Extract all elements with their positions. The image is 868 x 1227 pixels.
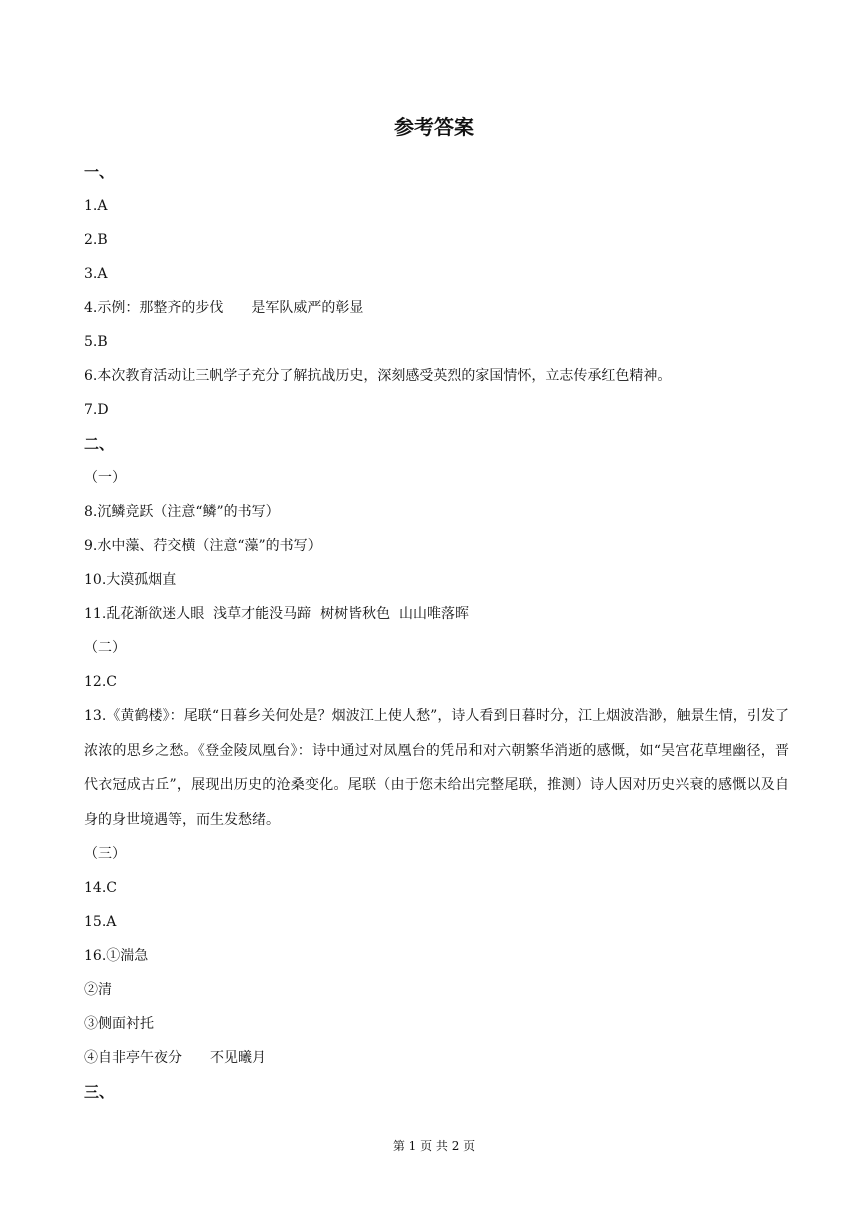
answer-4: 4.示例：那整齐的步伐 是军队威严的彰显 xyxy=(84,300,364,316)
answer-12: 12.C xyxy=(84,674,117,690)
answer-5: 5.B xyxy=(84,334,108,350)
answer-15: 15.A xyxy=(84,914,117,930)
section-heading-3: 三、 xyxy=(84,1083,115,1101)
answer-7: 7.D xyxy=(84,402,109,418)
answer-6: 6.本次教育活动让三帆学子充分了解抗战历史，深刻感受英烈的家国情怀，立志传承红色精神。 xyxy=(84,368,672,384)
section-heading-1: 一、 xyxy=(84,163,115,181)
subsection-label-3: （三） xyxy=(84,846,126,862)
answer-8: 8.沉鳞竞跃（注意“鳞”的书写） xyxy=(84,504,280,520)
answer-16-part-3: ③侧面衬托 xyxy=(84,1016,154,1032)
answer-9: 9.水中藻、荇交横（注意“藻”的书写） xyxy=(84,538,322,554)
answer-16-part-4: ④自非亭午夜分 不见曦月 xyxy=(84,1050,266,1066)
answer-1: 1.A xyxy=(84,198,108,214)
section-heading-2: 二、 xyxy=(84,435,115,453)
page-title: 参考答案 xyxy=(394,115,474,139)
answer-13: 13.《黄鹤楼》：尾联“日暮乡关何处是？烟波江上使人愁”，诗人看到日暮时分，江上烟波浩渺，触景生情，引发了浓浓的思乡之愁。《登金陵凤凰台》：诗中通过对凤凰台的凭吊和对六朝繁华消逝的感慨，如“吴宫花草埋幽径，晋代衣冠成古丘”，展现出历史的沧桑变化。尾联（由于您未给出完整尾联，推测）诗人因对历史兴衰的感慨以及自身的身世境遇等，而生发愁绪。 xyxy=(84,708,789,828)
answer-16-part-1: 16.①湍急 xyxy=(84,948,149,964)
answer-14: 14.C xyxy=(84,880,117,896)
answer-11: 11.乱花渐欲迷人眼 浅草才能没马蹄 树树皆秋色 山山唯落晖 xyxy=(84,606,469,622)
answer-3: 3.A xyxy=(84,266,108,282)
subsection-label-1: （一） xyxy=(84,470,126,486)
answer-10: 10.大漠孤烟直 xyxy=(84,572,177,588)
page-footer: 第 1 页 共 2 页 xyxy=(392,1139,476,1153)
subsection-label-2: （二） xyxy=(84,640,126,656)
answer-2: 2.B xyxy=(84,232,108,248)
answer-content xyxy=(84,155,789,1109)
answer-16-part-2: ②清 xyxy=(84,982,112,998)
